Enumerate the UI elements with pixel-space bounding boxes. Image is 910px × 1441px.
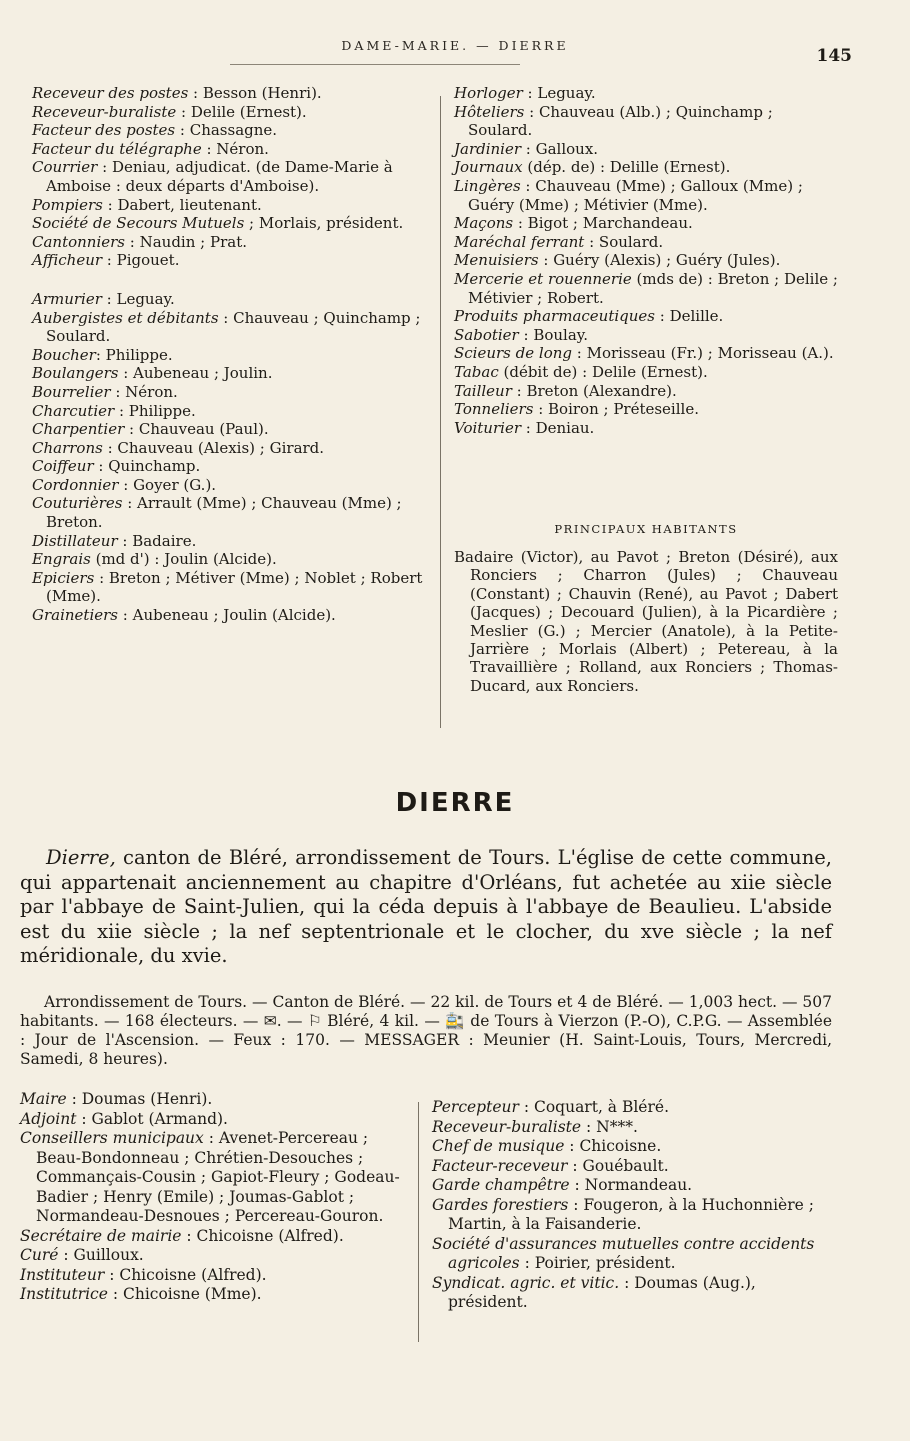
entry-text: : Fougeron, à la Huchonnière ; Martin, à la Faisanderie. [448,1195,814,1233]
entry-text: : Goyer (G.). [118,475,217,494]
entry-label: Sabotier [454,325,519,344]
entry-label: Bourrelier [32,382,111,401]
directory-entry [32,346,424,365]
entry-text: : Dabert, lieutenant. [102,195,262,214]
entry-text: : Naudin ; Prat. [125,232,247,251]
directory-entry [432,1274,832,1313]
directory-entry [32,140,424,159]
entry-label: Charpentier [32,420,125,439]
entry-text: : Chicoisne (Alfred). [181,1226,344,1245]
entry-text: : Quinchamp. [93,457,201,476]
directory-entry [32,233,424,252]
entry-text: : Chauveau (Mme) ; Galloux (Mme) ; Guéry (Mme) ; Métivier (Mme). [468,176,803,214]
directory-entry [454,382,838,401]
directory-entry [32,121,424,140]
directory-entry [454,177,838,214]
directory-entry [32,364,424,383]
entry-text: : Breton (Alexandre). [511,381,677,400]
entry-label: Courrier [32,158,98,177]
principaux-habitants-text: Badaire (Victor), au Pavot ; Breton (Désiré), aux Ronciers ; Charron (Jules) ; Chauveau (Constant) ; Chauvin (René), au Pavot ; Dabert (Jacques) ; Decouard (Julien), à la Picardière ; Meslier (G.) ; Mercier (Anatole), à la Petite-Jarrière ; Morlais (Albert) ; Petereau, à la Travaillière ; Rolland, aux Ronciers ; Thomas-Ducard, aux Ronciers. [454,548,838,695]
directory-entry [454,233,838,252]
directory-entry [32,214,424,233]
entry-label: Maçons [454,214,514,233]
entry-text: (md d') : Joulin (Alcide). [90,550,277,569]
entry-text: : Galloux. [521,139,599,158]
directory-entry [432,1157,832,1177]
entry-text: : Chauveau ; Quinchamp ; Soulard. [46,308,421,346]
directory-entry [32,550,424,569]
entry-text: : Pigouet. [102,251,180,270]
dierre-left-column [20,1090,408,1305]
entry-text: : Doumas (Aug.), président. [448,1273,756,1311]
entry-text: : Besson (Henri). [188,84,322,102]
dierre-right-column [432,1098,832,1313]
directory-entry [432,1137,832,1157]
entry-label: Voiturier [454,418,521,437]
directory-entry [20,1266,408,1286]
entry-label: Chef de musique [432,1137,565,1155]
directory-entry [20,1110,408,1130]
principaux-habitants-heading: PRINCIPAUX HABITANTS [554,522,738,536]
directory-entry [454,251,838,270]
entry-label: Gardes forestiers [432,1195,569,1214]
intro-body: canton de Bléré, arrondissement de Tours. L'église de cette commune, qui appartenait anciennement au chapitre d'Orléans, fut achetée au xiie siècle par l'abbaye de Saint-Julien, qui la céda depuis à l'abbaye de Beaulieu. L'abside est du xiie siècle ; la nef septentrionale et le clocher, du xve siècle ; la nef méridionale, du xvie. [20,846,832,967]
directory-entry [32,84,424,103]
entry-label: Facteur-receveur [432,1156,568,1175]
entry-text: : Coquart, à Bléré. [518,1098,669,1116]
principaux-habitants-block [454,548,838,695]
entry-label: Charcutier [32,401,115,420]
entry-text: : Guilloux. [58,1246,144,1264]
directory-entry [454,344,838,363]
entry-text: : Bigot ; Marchandeau. [513,214,693,233]
entry-label: Lingères [454,176,521,195]
entry-label: Secrétaire de mairie [20,1226,182,1245]
directory-entry [32,103,424,122]
directory-entry [454,363,838,382]
entry-text: : Normandeau. [569,1176,693,1194]
directory-entry [32,420,424,439]
entry-label: Engrais [32,550,91,569]
entry-text: : Breton ; Métiver (Mme) ; Noblet ; Robert (Mme). [46,568,423,606]
entry-label: Charrons [32,438,103,457]
entry-text: : Leguay. [522,84,596,102]
entry-label: Cantonniers [32,232,126,251]
entry-text: : Gouébault. [567,1156,669,1175]
entry-label: Horloger [454,84,523,102]
entry-label: Curé [20,1246,59,1264]
entry-text: : Poirier, président. [519,1254,676,1272]
entry-label: Journaux [454,158,523,177]
entry-text: : Boulay. [518,325,589,344]
entry-text: : Boiron ; Préteseille. [533,400,699,419]
entry-text: : Morisseau (Fr.) ; Morisseau (A.). [572,344,834,363]
entry-label: Tabac [454,362,499,381]
entry-label: Jardinier [454,139,522,158]
directory-entry [454,270,838,307]
entry-text: : Avenet-Percereau ; Beau-Bondonneau ; Chrétien-Desouches ; Commançais-Cousin ; Gapiot-Fleury ; Godeau-Badier ; Henry (Emile) ; Joumas-Gablot ; Normandeau-Desnoues ; Percereau-Gouron. [36,1129,400,1225]
running-head: DAME-MARIE. — DIERRE [341,38,569,53]
entry-text: : Chicoisne (Alfred). [104,1265,267,1284]
header-rule [230,64,520,65]
entry-label: Maire [20,1090,67,1108]
dame-marie-officials-list [32,84,424,270]
directory-entry [432,1118,832,1138]
directory-entry [454,140,838,159]
entry-label: Syndicat. agric. et vitic. [432,1273,620,1292]
entry-text: : Doumas (Henri). [66,1090,213,1108]
directory-entry [432,1235,832,1274]
directory-entry [432,1176,832,1196]
directory-entry [432,1196,832,1235]
page-number: 145 [816,46,852,66]
entry-label: Société de Secours Mutuels [32,214,245,233]
entry-label: Afficheur [32,251,103,270]
directory-entry [454,400,838,419]
entry-text: : Chauveau (Paul). [124,420,269,439]
entry-label: Adjoint [20,1109,77,1128]
entry-label: Receveur des postes [32,84,189,102]
intro-lead-word: Dierre, [46,846,116,869]
directory-entry [454,326,838,345]
dierre-statistics-paragraph: Arrondissement de Tours. — Canton de Bléré. — 22 kil. de Tours et 4 de Bléré. — 1,003 hect. — 507 habitants. — 168 électeurs. — ✉. — ⚐ Bléré, 4 kil. — 🚉 de Tours à Vierzon (P.-O), C.P.G. — Assemblée : Jour de l'Ascension. — Feux : 170. — MESSAGER : Meunier (H. Saint-Louis, Tours, Mercredi, Samedi, 8 heures). [20,993,832,1068]
entry-label: Epiciers [32,568,95,587]
directory-entry [32,457,424,476]
dame-marie-trades-list-right [454,84,838,437]
entry-text: : Chauveau (Alexis) ; Girard. [102,438,325,457]
entry-label: Institutrice [20,1285,108,1303]
section-gap [32,270,424,290]
entry-text: : Deniau. [521,418,595,437]
entry-label: Instituteur [20,1265,105,1284]
entry-text: : Delille. [655,307,724,326]
directory-entry [32,309,424,346]
entry-label: Facteur du télégraphe [32,139,202,158]
directory-entry [20,1285,408,1305]
entry-text: ; Morlais, président. [244,214,404,233]
directory-entry [454,84,838,103]
entry-label: Boulangers [32,364,119,383]
entry-text: : Chassagne. [175,121,278,140]
entry-text: : Arrault (Mme) ; Chauveau (Mme) ; Breton. [46,494,402,532]
entry-text: : Gablot (Armand). [76,1109,228,1128]
entry-label: Menuisiers [454,251,539,270]
dierre-officials-list-right [432,1098,832,1313]
directory-entry [32,569,424,606]
directory-entry [454,103,838,140]
entry-text: : Delile (Ernest). [176,102,307,121]
entry-text: : Aubeneau ; Joulin. [118,364,273,383]
entry-text: : Philippe. [95,345,173,364]
column-divider-top [440,96,441,728]
entry-text: : Deniau, adjudicat. (de Dame-Marie à Amboise : deux départs d'Amboise). [46,158,393,195]
dierre-intro-paragraph [20,846,832,969]
entry-label: Armurier [32,289,102,308]
entry-label: Receveur-buraliste [32,102,177,121]
entry-label: Pompiers [32,195,103,214]
entry-text: : Néron. [110,382,178,401]
entry-label: Receveur-buraliste [432,1117,582,1136]
entry-text: : Soulard. [584,232,664,251]
directory-entry [32,251,424,270]
directory-entry [32,196,424,215]
entry-label: Tailleur [454,381,512,400]
entry-text: : Chauveau (Alb.) ; Quinchamp ; Soulard. [468,102,773,140]
directory-entry [20,1090,408,1110]
entry-label: Hôteliers [454,102,525,121]
entry-text: : Chicoisne (Mme). [107,1285,262,1303]
entry-text: : Aubeneau ; Joulin (Alcide). [118,606,336,625]
column-divider-bottom [418,1102,419,1342]
entry-text: : Néron. [201,139,269,158]
directory-entry [20,1227,408,1247]
entry-label: Maréchal ferrant [454,232,585,251]
entry-label: Facteur des postes [32,121,176,140]
directory-entry [432,1098,832,1118]
dierre-officials-list-left [20,1090,408,1305]
directory-entry [32,158,424,195]
directory-entry [32,402,424,421]
entry-label: Conseillers municipaux [20,1129,204,1147]
entry-text: : N***. [581,1117,638,1136]
directory-entry [32,476,424,495]
dame-marie-right-column [454,84,838,437]
section-title-dierre: DIERRE [395,788,515,818]
entry-label: Couturières [32,494,123,513]
directory-entry [454,214,838,233]
entry-label: Percepteur [432,1098,519,1116]
entry-label: Boucher [32,345,96,364]
entry-label: Cordonnier [32,475,119,494]
entry-label: Produits pharmaceutiques [454,307,655,326]
directory-entry [20,1129,408,1227]
directory-entry [32,290,424,309]
entry-text: (dép. de) : Delille (Ernest). [522,158,731,177]
entry-text: (débit de) : Delile (Ernest). [498,362,708,381]
dame-marie-left-column [32,84,424,625]
entry-label: Tonneliers [454,400,534,419]
directory-entry [32,383,424,402]
entry-text: : Philippe. [114,401,196,420]
entry-label: Aubergistes et débitants [32,308,219,327]
directory-entry [454,307,838,326]
directory-entry [32,494,424,531]
entry-text: : Badaire. [117,531,197,550]
directory-entry [454,158,838,177]
entry-label: Coiffeur [32,457,94,476]
directory-entry [32,532,424,551]
entry-label: Grainetiers [32,606,119,625]
entry-label: Société d'assurances mutuelles contre accidents agricoles [432,1234,815,1272]
entry-label: Distillateur [32,531,118,550]
entry-text: : Guéry (Alexis) ; Guéry (Jules). [538,251,781,270]
entry-label: Mercerie et rouennerie [454,269,632,288]
directory-entry [454,419,838,438]
entry-text: : Leguay. [101,289,175,308]
entry-label: Scieurs de long [454,344,572,363]
dame-marie-trades-list-left [32,290,424,625]
directory-entry [32,606,424,625]
entry-label: Garde champêtre [432,1176,570,1194]
entry-text: : Chicoisne. [564,1137,662,1155]
directory-entry [32,439,424,458]
entry-text: (mds de) : Breton ; Delile ; Métivier ; Robert. [468,269,838,307]
directory-entry [20,1246,408,1266]
